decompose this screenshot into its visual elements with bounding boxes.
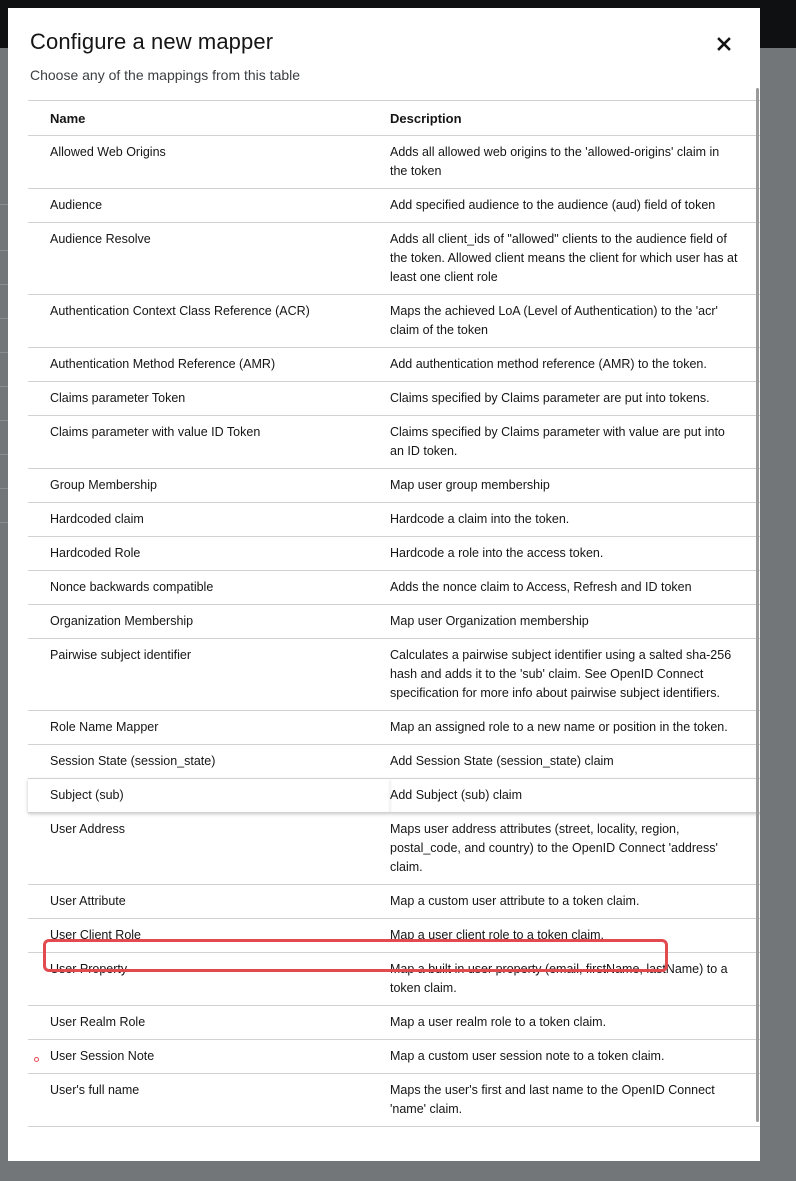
mapper-description: Map a user client role to a token claim. [390, 919, 760, 953]
modal-title: Configure a new mapper [30, 29, 274, 54]
mapper-name[interactable]: User Property [28, 953, 390, 1006]
mapper-name[interactable]: User's full name [28, 1074, 390, 1127]
table-row[interactable] [28, 537, 760, 571]
mapper-name[interactable]: Role Name Mapper [28, 711, 390, 745]
table-row[interactable] [28, 605, 760, 639]
mapper-name[interactable]: Audience Resolve [28, 223, 390, 295]
table-row[interactable] [28, 382, 760, 416]
mapper-name[interactable]: Hardcoded claim [28, 503, 390, 537]
mapper-name[interactable]: Authentication Context Class Reference (ACR) [28, 295, 390, 348]
mapper-description: Map user group membership [390, 469, 760, 503]
mapper-description: Add Session State (session_state) claim [390, 745, 760, 779]
table-row[interactable] [28, 1006, 760, 1040]
mapper-description: Maps the achieved LoA (Level of Authentication) to the 'acr' claim of the token [390, 295, 760, 348]
mapper-description: Calculates a pairwise subject identifier using a salted sha-256 hash and adds it to the 'sub' claim. See OpenID Connect specification for more info about pairwise subject identifiers. [390, 639, 760, 711]
mapper-table [28, 100, 760, 1127]
mapper-description: Map a built in user property (email, firstName, lastName) to a token claim. [390, 953, 760, 1006]
mapper-name[interactable]: Pairwise subject identifier [28, 639, 390, 711]
mapper-description: Maps user address attributes (street, locality, region, postal_code, and country) to the OpenID Connect 'address' claim. [390, 813, 760, 885]
mapper-name[interactable]: Authentication Method Reference (AMR) [28, 348, 390, 382]
mapper-description: Map a custom user session note to a token claim. [390, 1040, 760, 1074]
table-row[interactable] [28, 295, 760, 348]
mapper-description: Adds the nonce claim to Access, Refresh and ID token [390, 571, 760, 605]
mapper-description: Adds all client_ids of "allowed" clients to the audience field of the token. Allowed client means the client for which user has at least one client role [390, 223, 760, 295]
configure-mapper-modal [8, 8, 760, 1161]
mapper-name[interactable]: Subject (sub) [28, 779, 390, 813]
table-header-row [28, 101, 760, 136]
modal-description: Choose any of the mappings from this table [30, 67, 301, 83]
mapper-name[interactable]: Hardcoded Role [28, 537, 390, 571]
table-row[interactable] [28, 885, 760, 919]
close-button[interactable] [714, 34, 734, 54]
mapper-description: Adds all allowed web origins to the 'allowed-origins' claim in the token [390, 136, 760, 189]
mapper-name[interactable]: Audience [28, 189, 390, 223]
column-header-name: Name [28, 101, 390, 136]
mapper-name[interactable]: User Attribute [28, 885, 390, 919]
mapper-description: Add authentication method reference (AMR) to the token. [390, 348, 760, 382]
mapper-name[interactable]: Claims parameter Token [28, 382, 390, 416]
table-row[interactable] [28, 416, 760, 469]
table-row[interactable] [28, 639, 760, 711]
mapper-name[interactable]: User Session Note [28, 1040, 390, 1074]
mapper-description: Hardcode a role into the access token. [390, 537, 760, 571]
mapper-name[interactable]: User Address [28, 813, 390, 885]
table-row[interactable] [28, 1074, 760, 1127]
table-row[interactable] [28, 571, 760, 605]
cursor-marker [34, 1057, 39, 1062]
table-row[interactable] [28, 469, 760, 503]
table-row[interactable] [28, 711, 760, 745]
close-icon [714, 34, 734, 54]
table-row[interactable] [28, 1040, 760, 1074]
mapper-description: Map an assigned role to a new name or position in the token. [390, 711, 760, 745]
mapper-table-body [28, 136, 760, 1127]
table-row[interactable] [28, 779, 760, 813]
table-row[interactable] [28, 223, 760, 295]
mapper-description: Map a user realm role to a token claim. [390, 1006, 760, 1040]
mapper-name[interactable]: User Client Role [28, 919, 390, 953]
mapper-name[interactable]: Allowed Web Origins [28, 136, 390, 189]
table-row[interactable] [28, 136, 760, 189]
table-row[interactable] [28, 919, 760, 953]
mapper-name[interactable]: Group Membership [28, 469, 390, 503]
mapper-description: Add Subject (sub) claim [390, 779, 760, 813]
table-row[interactable] [28, 348, 760, 382]
mapper-name[interactable]: Organization Membership [28, 605, 390, 639]
mapper-description: Map user Organization membership [390, 605, 760, 639]
mapper-description: Claims specified by Claims parameter with value are put into an ID token. [390, 416, 760, 469]
mapper-name[interactable]: Claims parameter with value ID Token [28, 416, 390, 469]
mapper-description: Add specified audience to the audience (aud) field of token [390, 189, 760, 223]
mapper-description: Hardcode a claim into the token. [390, 503, 760, 537]
table-row[interactable] [28, 813, 760, 885]
mapper-name[interactable]: User Realm Role [28, 1006, 390, 1040]
column-header-description: Description [390, 101, 760, 136]
mapper-description: Map a custom user attribute to a token claim. [390, 885, 760, 919]
table-row[interactable] [28, 745, 760, 779]
table-row[interactable] [28, 953, 760, 1006]
scrollbar[interactable] [756, 88, 759, 1122]
mapper-table-container [28, 100, 739, 1127]
table-row[interactable] [28, 503, 760, 537]
mapper-name[interactable]: Nonce backwards compatible [28, 571, 390, 605]
table-row[interactable] [28, 189, 760, 223]
mapper-description: Maps the user's first and last name to the OpenID Connect 'name' claim. [390, 1074, 760, 1127]
mapper-name[interactable]: Session State (session_state) [28, 745, 390, 779]
mapper-description: Claims specified by Claims parameter are put into tokens. [390, 382, 760, 416]
